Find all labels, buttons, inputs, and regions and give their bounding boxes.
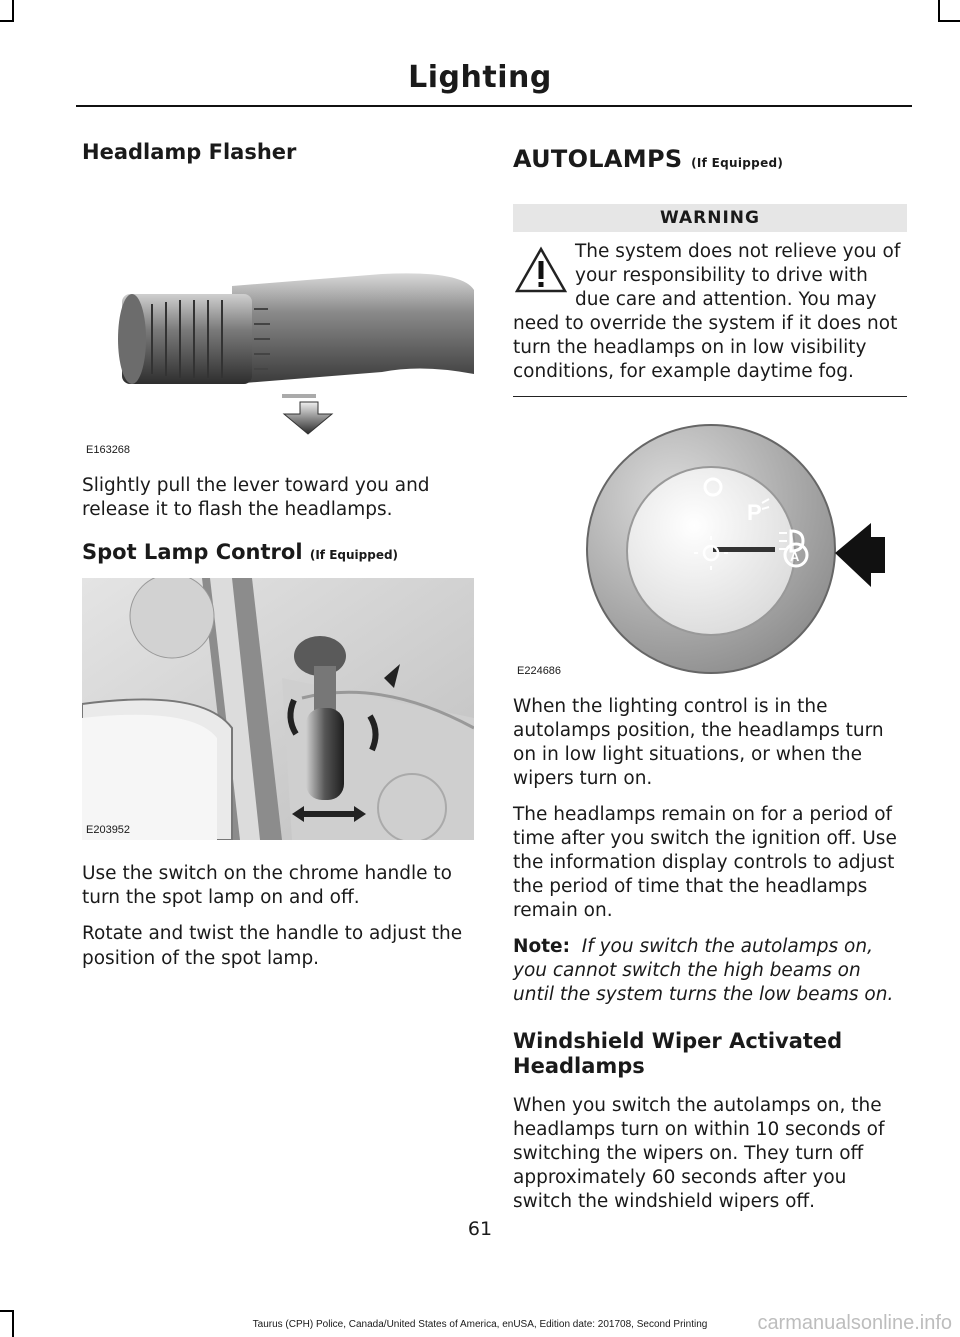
crop-mark — [938, 0, 940, 22]
spot-text-2: Rotate and twist the handle to adjust the position of the spot lamp. — [82, 923, 463, 969]
if-equipped-tag: (If Equipped) — [691, 156, 784, 170]
spot-text-1: Use the switch on the chrome handle to turn the spot lamp on and off. — [82, 863, 452, 909]
heading-autolamps-text: AUTOLAMPS — [513, 145, 683, 173]
svg-text:P: P — [747, 499, 762, 525]
watermark: carmanualsonline.info — [757, 1312, 952, 1334]
warning-text: The system does not relieve you of your responsibility to drive with due care and attention. You may need to override the system if it does not turn the headlamps on in low visibility conditions, for example daytime fog. — [513, 240, 901, 382]
left-column — [82, 140, 474, 971]
crop-mark — [0, 20, 14, 22]
heading-spot-lamp-text: Spot Lamp Control — [82, 540, 303, 565]
autolamps-para-1: When the lighting control is in the autolamps position, the headlamps turn on in low light situations, or when the wipers turn on. — [513, 695, 884, 790]
figure-spot-lamp — [82, 578, 474, 840]
note-text: If you switch the autolamps on, you cannot switch the high beams on until the system turns the low beams on. — [513, 936, 894, 1006]
autolamps-para-2: The headlamps remain on for a period of time after you switch the ignition off. Use the information display controls to adjust the period of time that the headlamps remain on. — [513, 804, 897, 922]
warning-triangle-icon — [515, 246, 567, 294]
heading-autolamps — [513, 146, 907, 174]
crop-mark — [0, 1310, 14, 1312]
crop-mark — [938, 20, 960, 22]
flasher-text: Slightly pull the lever toward you and release it to flash the headlamps. — [82, 475, 430, 521]
edition-footer: Taurus (CPH) Police, Canada/United States of America, enUSA, Edition date: 201708, Second Printing — [252, 1319, 708, 1330]
right-column — [513, 140, 907, 1214]
wiper-para: When you switch the autolamps on, the headlamps turn on within 10 seconds of switching the wipers on. They turn off approximately 60 seconds after you switch the windshield wipers off. — [513, 1094, 885, 1212]
crop-mark — [12, 0, 14, 22]
page-number: 61 — [467, 1218, 493, 1240]
figure-headlamp-lever — [82, 234, 474, 460]
figure-id: E203952 — [86, 824, 131, 837]
svg-text:A: A — [790, 548, 800, 564]
figure-lighting-control — [513, 413, 907, 681]
warning-header: WARNING — [513, 204, 907, 232]
lighting-control-illustration — [513, 413, 907, 681]
autolamps-note — [513, 935, 907, 1007]
headlamp-lever-illustration — [82, 234, 474, 460]
figure-id: E224686 — [517, 664, 562, 677]
heading-spot-lamp — [82, 540, 474, 564]
figure-id: E163268 — [86, 444, 131, 457]
warning-rule — [513, 396, 907, 397]
heading-wiper-headlamps: Windshield Wiper Activated Headlamps — [513, 1029, 843, 1078]
header-rule — [76, 105, 912, 107]
warning-box — [513, 232, 907, 397]
if-equipped-tag: (If Equipped) — [309, 548, 399, 563]
heading-headlamp-flasher: Headlamp Flasher — [82, 140, 297, 164]
section-title: Lighting — [408, 60, 552, 95]
spot-lamp-illustration — [82, 578, 474, 840]
note-label: Note: — [513, 936, 570, 958]
